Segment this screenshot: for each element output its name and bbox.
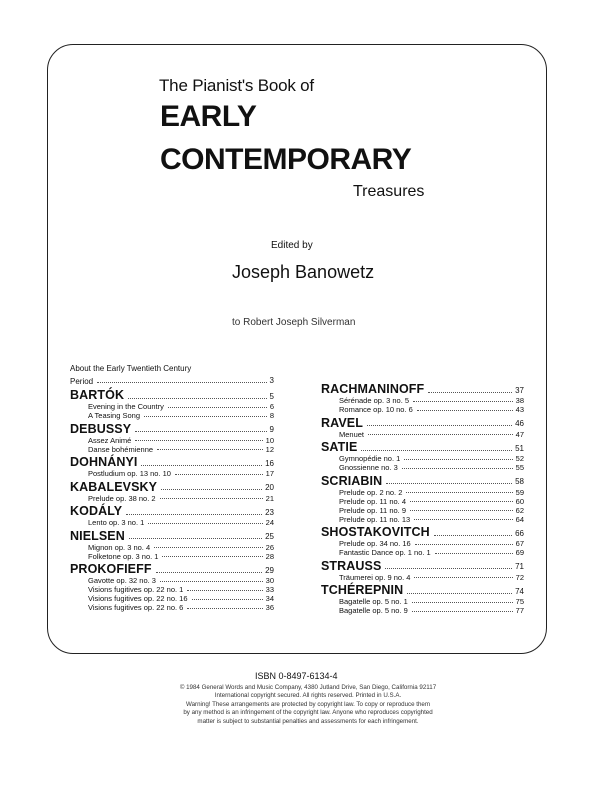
composer-page: 58 <box>515 477 524 486</box>
toc-piece-entry <box>321 463 524 472</box>
dot-leader <box>157 449 263 450</box>
piece-title: Visions fugitives op. 22 no. 6 <box>88 603 184 612</box>
toc-composer-group <box>70 423 274 454</box>
composer-name: RACHMANINOFF <box>321 382 425 396</box>
toc-composer-entry <box>321 441 524 454</box>
composer-name: RAVEL <box>321 415 363 430</box>
dot-leader <box>187 608 262 609</box>
piece-title: Gavotte op. 32 no. 3 <box>88 576 156 585</box>
copyright-line: International copyright secured. All rights reserved. Printed in U.S.A. <box>214 692 402 700</box>
piece-title: Prelude op. 2 no. 2 <box>339 487 403 497</box>
piece-page: 69 <box>515 548 524 557</box>
toc-piece-entry <box>321 405 524 414</box>
toc-piece-entry <box>70 469 274 478</box>
dot-leader <box>435 553 513 554</box>
title-contemporary: CONTEMPORARY <box>160 143 412 176</box>
composer-name: SHOSTAKOVITCH <box>321 525 430 539</box>
dot-leader <box>414 519 512 520</box>
toc-left-column <box>70 365 274 615</box>
piece-title: Gnossienne no. 3 <box>339 463 398 472</box>
dot-leader <box>148 523 262 524</box>
piece-page: 26 <box>265 542 274 552</box>
toc-composer-group <box>321 383 524 414</box>
piece-title: Träumerei op. 9 no. 4 <box>339 572 411 582</box>
piece-page: 28 <box>265 551 274 561</box>
piece-page: 6 <box>269 402 274 411</box>
piece-page: 21 <box>265 493 274 503</box>
piece-page: 24 <box>265 518 274 527</box>
dot-leader <box>156 572 263 573</box>
dedication: to Robert Joseph Silverman <box>232 317 356 328</box>
toc-piece-entry <box>70 603 274 612</box>
piece-page: 12 <box>265 444 274 454</box>
toc-composer-entry <box>70 505 274 518</box>
piece-title: Gymnopédie no. 1 <box>339 454 401 463</box>
piece-page: 52 <box>515 454 524 463</box>
toc-piece-entry <box>70 402 274 411</box>
dot-leader <box>141 465 262 466</box>
dot-leader <box>135 440 262 441</box>
toc-composer-group <box>70 456 274 478</box>
dot-leader <box>406 492 512 493</box>
dot-leader <box>168 407 267 408</box>
composer-page: 20 <box>265 483 274 492</box>
toc-composer-group <box>70 389 274 420</box>
toc-piece-entry <box>321 548 524 557</box>
toc-composer-entry <box>321 526 524 539</box>
dot-leader <box>385 568 512 569</box>
toc-composer-entry <box>70 423 274 436</box>
toc-piece-entry <box>321 496 524 505</box>
toc-composer-entry <box>70 389 274 402</box>
piece-title: Danse bohémienne <box>88 444 154 454</box>
piece-page: 43 <box>515 405 524 414</box>
dot-leader <box>129 538 262 539</box>
piece-page: 75 <box>515 597 524 606</box>
piece-page: 67 <box>515 539 524 548</box>
dot-leader <box>361 450 512 451</box>
edited-by-label: Edited by <box>271 240 313 251</box>
dot-leader <box>162 556 262 557</box>
toc-piece-entry <box>70 542 274 551</box>
piece-title: Bagatelle op. 5 no. 1 <box>339 597 408 606</box>
dot-leader <box>412 611 513 612</box>
piece-page: 36 <box>265 603 274 612</box>
toc-piece-entry <box>70 411 274 420</box>
toc-composer-entry <box>321 584 524 597</box>
toc-piece-entry <box>321 539 524 548</box>
toc-composer-group <box>70 563 274 612</box>
composer-name: BARTÓK <box>70 388 125 402</box>
piece-page: 55 <box>515 463 524 472</box>
dot-leader <box>407 593 512 594</box>
piece-title: Postludium op. 13 no. 10 <box>88 469 171 478</box>
toc-piece-entry <box>321 572 524 581</box>
piece-title: Fantastic Dance op. 1 no. 1 <box>339 548 431 557</box>
toc-composer-group <box>70 505 274 527</box>
composer-page: 29 <box>265 565 274 575</box>
toc-composer-group <box>321 441 524 472</box>
piece-title: Mignon op. 3 no. 4 <box>88 542 151 552</box>
composer-name: PROKOFIEFF <box>70 562 152 576</box>
piece-title: Prelude op. 11 no. 13 <box>339 514 411 524</box>
toc-piece-entry <box>70 493 274 502</box>
piece-page: 10 <box>265 435 274 445</box>
toc-composer-group <box>321 417 524 439</box>
composer-page: 16 <box>265 458 274 468</box>
dot-leader <box>135 431 266 432</box>
dot-leader <box>175 474 263 475</box>
title-early: EARLY <box>160 100 257 133</box>
piece-title: Prelude op. 38 no. 2 <box>88 493 156 503</box>
toc-about-line2: Period <box>70 377 94 386</box>
dot-leader <box>161 489 262 490</box>
composer-name: NIELSEN <box>70 528 125 543</box>
toc-piece-entry <box>70 585 274 594</box>
toc-composer-entry <box>70 563 274 576</box>
composer-page: 51 <box>515 443 524 453</box>
piece-title: Sérénade op. 3 no. 5 <box>339 396 410 405</box>
dot-leader <box>154 547 263 548</box>
composer-name: SCRIABIN <box>321 473 383 488</box>
toc-left-list <box>70 389 274 612</box>
copyright-line: Warning! These arrangements are protected by copyright law. To copy or reproduce them <box>185 700 431 708</box>
dot-leader <box>367 425 512 426</box>
piece-page: 30 <box>265 576 274 585</box>
toc-composer-entry <box>321 383 524 396</box>
composer-page: 9 <box>269 425 274 434</box>
toc-about-entry <box>70 377 274 386</box>
toc-composer-entry <box>70 456 274 469</box>
piece-title: Romance op. 10 no. 6 <box>339 405 413 414</box>
toc-piece-entry <box>321 429 524 438</box>
toc-about-line1: About the Early Twentieth Century <box>70 364 192 373</box>
toc-piece-entry <box>70 518 274 527</box>
title-treasures: Treasures <box>353 183 425 200</box>
piece-page: 59 <box>515 487 524 497</box>
toc-composer-group <box>321 475 524 524</box>
toc-composer-entry <box>321 475 524 488</box>
piece-page: 8 <box>269 411 274 420</box>
composer-page: 23 <box>265 507 274 517</box>
toc-composer-entry <box>321 560 524 573</box>
dot-leader <box>128 398 266 399</box>
composer-name: SATIE <box>321 440 358 454</box>
piece-title: Lento op. 3 no. 1 <box>88 518 145 527</box>
dot-leader <box>415 544 513 545</box>
toc-composer-group <box>70 481 274 503</box>
piece-page: 47 <box>515 429 524 439</box>
piece-title: Evening in the Country <box>88 402 164 411</box>
dot-leader <box>97 382 266 383</box>
piece-title: Visions fugitives op. 22 no. 1 <box>88 585 184 594</box>
piece-page: 77 <box>515 606 524 615</box>
toc-composer-group <box>70 530 274 561</box>
dot-leader <box>160 498 263 499</box>
piece-page: 17 <box>265 469 274 478</box>
toc-piece-entry <box>321 505 524 514</box>
piece-title: Prelude op. 11 no. 9 <box>339 505 406 515</box>
dot-leader <box>144 416 267 417</box>
dot-leader <box>434 535 512 536</box>
dot-leader <box>404 459 512 460</box>
dot-leader <box>412 602 513 603</box>
isbn: ISBN 0-8497-6134-4 <box>255 671 338 681</box>
toc-composer-entry <box>70 530 274 543</box>
piece-page: 34 <box>265 594 274 603</box>
dot-leader <box>126 514 262 515</box>
copyright-notice <box>118 684 498 726</box>
piece-title: Bagatelle op. 5 no. 9 <box>339 606 408 615</box>
dot-leader <box>410 501 513 502</box>
composer-name: STRAUSS <box>321 558 382 573</box>
piece-title: Prelude op. 34 no. 16 <box>339 539 411 548</box>
dot-leader <box>187 590 262 591</box>
toc-about-page: 3 <box>269 376 274 385</box>
composer-name: TCHÉREPNIN <box>321 583 404 597</box>
composer-page: 37 <box>515 385 524 395</box>
piece-title: A Teasing Song <box>88 411 140 420</box>
composer-page: 71 <box>515 562 524 571</box>
composer-name: DEBUSSY <box>70 421 132 436</box>
composer-page: 74 <box>515 586 524 596</box>
toc-piece-entry <box>70 576 274 585</box>
toc-composer-group <box>321 526 524 557</box>
piece-page: 33 <box>265 585 274 594</box>
toc-right-column <box>321 383 524 618</box>
copyright-line: matter is subject to substantial penalties and assessments for each infringement. <box>197 717 419 725</box>
toc-right-list <box>321 383 524 615</box>
copyright-line: © 1984 General Words and Music Company, 4380 Jutland Drive, San Diego, California 92117 <box>179 684 437 691</box>
dot-leader <box>417 410 513 411</box>
toc-piece-entry <box>70 444 274 453</box>
piece-title: Menuet <box>339 429 365 439</box>
piece-page: 72 <box>515 572 524 582</box>
piece-page: 38 <box>515 396 524 405</box>
dot-leader <box>414 577 512 578</box>
toc-composer-entry <box>70 481 274 494</box>
dot-leader <box>402 468 513 469</box>
editor-name: Joseph Banowetz <box>232 262 375 282</box>
dot-leader <box>368 434 513 435</box>
toc-piece-entry <box>321 487 524 496</box>
toc-composer-group <box>321 560 524 582</box>
toc-composer-group <box>321 584 524 615</box>
dot-leader <box>410 510 513 511</box>
piece-title: Assez Animé <box>88 435 132 445</box>
toc-piece-entry <box>70 435 274 444</box>
composer-name: DOHNÁNYI <box>70 455 138 469</box>
dot-leader <box>192 599 263 600</box>
composer-name: KABALEVSKY <box>70 479 158 494</box>
toc-piece-entry <box>321 454 524 463</box>
toc-composer-entry <box>321 417 524 430</box>
piece-title: Prelude op. 11 no. 4 <box>339 496 406 506</box>
toc-piece-entry <box>70 551 274 560</box>
composer-page: 25 <box>265 532 274 541</box>
dot-leader <box>160 581 263 582</box>
toc-piece-entry <box>321 514 524 523</box>
piece-page: 62 <box>515 505 524 515</box>
title-subtitle: The Pianist's Book of <box>159 76 314 95</box>
piece-page: 60 <box>515 496 524 506</box>
copyright-line: by any method is an infringement of the copyright law. Anyone who reproduces copyrighted <box>183 709 433 717</box>
piece-page: 64 <box>515 514 524 524</box>
composer-name: KODÁLY <box>70 504 123 518</box>
piece-title: Folketone op. 3 no. 1 <box>88 551 159 561</box>
toc-piece-entry <box>70 594 274 603</box>
dot-leader <box>413 401 513 402</box>
dot-leader <box>386 483 512 484</box>
composer-page: 66 <box>515 528 524 538</box>
toc-piece-entry <box>321 396 524 405</box>
composer-page: 46 <box>515 419 524 428</box>
composer-page: 5 <box>269 391 274 401</box>
toc-piece-entry <box>321 597 524 606</box>
piece-title: Visions fugitives op. 22 no. 16 <box>88 594 188 603</box>
toc-piece-entry <box>321 606 524 615</box>
dot-leader <box>428 392 512 393</box>
